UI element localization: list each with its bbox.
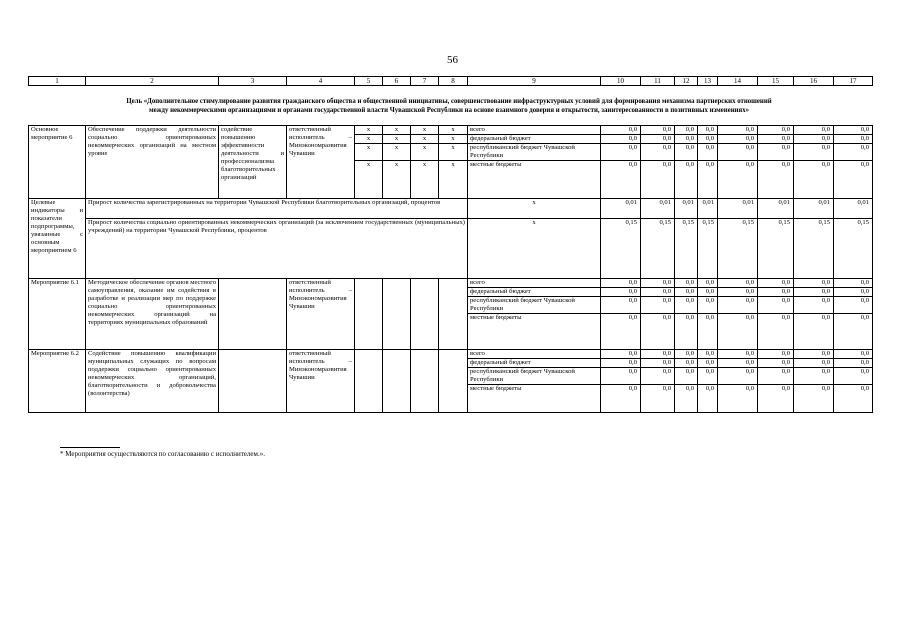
value-cell: 0,15 bbox=[601, 219, 641, 279]
value-cell: 0,0 bbox=[758, 350, 794, 359]
funding-source: местные бюджеты bbox=[468, 385, 601, 413]
column-number: 12 bbox=[675, 77, 698, 86]
value-cell: 0,0 bbox=[794, 350, 834, 359]
page-number: 56 bbox=[447, 54, 458, 66]
value-cell: 0,01 bbox=[794, 199, 834, 219]
empty-cell bbox=[411, 350, 439, 413]
value-cell: 0,01 bbox=[601, 199, 641, 219]
value-cell: 0,0 bbox=[718, 297, 758, 314]
value-cell: 0,0 bbox=[601, 161, 641, 199]
value-cell: 0,0 bbox=[718, 126, 758, 135]
value-cell: 0,0 bbox=[675, 135, 698, 144]
column-number: 14 bbox=[718, 77, 758, 86]
goal-title bbox=[28, 97, 870, 115]
value-cell: 0,01 bbox=[675, 199, 698, 219]
value-cell: 0,0 bbox=[834, 314, 873, 350]
value-cell: 0,0 bbox=[758, 288, 794, 297]
code-mark: x bbox=[439, 144, 468, 161]
value-cell: 0,0 bbox=[758, 144, 794, 161]
column-number: 2 bbox=[86, 77, 219, 86]
column-number: 9 bbox=[468, 77, 601, 86]
value-cell: 0,0 bbox=[675, 350, 698, 359]
code-mark: x bbox=[383, 144, 411, 161]
value-cell: 0,0 bbox=[794, 314, 834, 350]
value-cell: 0,0 bbox=[675, 279, 698, 288]
value-cell: 0,0 bbox=[698, 161, 718, 199]
value-cell: 0,0 bbox=[718, 350, 758, 359]
footnote-separator bbox=[60, 447, 120, 448]
value-cell: 0,0 bbox=[675, 359, 698, 368]
funding-source: федеральный бюджет bbox=[468, 288, 601, 297]
value-cell: 0,0 bbox=[758, 297, 794, 314]
value-cell: 0,0 bbox=[698, 135, 718, 144]
column-number: 3 bbox=[219, 77, 287, 86]
value-cell: 0,0 bbox=[834, 279, 873, 288]
value-cell: 0,01 bbox=[698, 199, 718, 219]
column-number: 17 bbox=[834, 77, 873, 86]
value-cell: 0,0 bbox=[794, 161, 834, 199]
column-number: 5 bbox=[355, 77, 383, 86]
value-cell: 0,15 bbox=[834, 219, 873, 279]
value-cell: 0,0 bbox=[601, 350, 641, 359]
funding-source: федеральный бюджет bbox=[468, 359, 601, 368]
value-cell: 0,0 bbox=[834, 144, 873, 161]
value-cell: 0,0 bbox=[601, 385, 641, 413]
value-cell: 0,0 bbox=[834, 350, 873, 359]
code-mark: x bbox=[355, 144, 383, 161]
goal-title-line-1: Цель «Дополнительное стимулирование развития гражданского общества и общественной инициативы, совершенствование инфраструктурных условий для формирования механизма партнерских отношений bbox=[126, 98, 772, 105]
value-cell: 0,0 bbox=[601, 126, 641, 135]
event-goal-link: содействие повышению эффективности деятельности и профессионализма благотворительных организаций bbox=[219, 126, 287, 199]
event-label: Мероприятие 6.1 bbox=[29, 279, 86, 350]
value-cell: 0,0 bbox=[641, 368, 675, 385]
value-cell: 0,0 bbox=[698, 144, 718, 161]
empty-cell bbox=[439, 279, 468, 350]
value-cell: 0,0 bbox=[641, 288, 675, 297]
value-cell: 0,0 bbox=[641, 359, 675, 368]
funding-source: местные бюджеты bbox=[468, 314, 601, 350]
value-cell: 0,0 bbox=[758, 314, 794, 350]
code-mark: x bbox=[355, 161, 383, 199]
value-cell: 0,0 bbox=[718, 161, 758, 199]
value-cell: 0,0 bbox=[834, 135, 873, 144]
value-cell: 0,0 bbox=[675, 126, 698, 135]
value-cell: 0,0 bbox=[834, 297, 873, 314]
value-cell: 0,0 bbox=[794, 385, 834, 413]
funding-source: всего bbox=[468, 126, 601, 135]
event-description: Содействие повышению квалификации муниципальных служащих по вопросам поддержки социально ориентированных некоммерческих организаций, благотворительности и добровольчества (волонтерства) bbox=[86, 350, 219, 413]
value-cell: 0,01 bbox=[758, 199, 794, 219]
value-cell: 0,01 bbox=[718, 199, 758, 219]
value-cell: 0,0 bbox=[794, 135, 834, 144]
value-cell: 0,0 bbox=[641, 314, 675, 350]
value-cell: 0,0 bbox=[718, 144, 758, 161]
value-cell: 0,0 bbox=[601, 288, 641, 297]
value-cell: 0,0 bbox=[641, 126, 675, 135]
column-number: 6 bbox=[383, 77, 411, 86]
column-number: 1 bbox=[29, 77, 86, 86]
value-cell: 0,15 bbox=[718, 219, 758, 279]
value-cell: 0,0 bbox=[794, 144, 834, 161]
code-mark: x bbox=[383, 161, 411, 199]
value-cell: 0,0 bbox=[698, 126, 718, 135]
value-cell: 0,0 bbox=[794, 368, 834, 385]
empty-cell bbox=[219, 279, 287, 350]
value-cell: 0,0 bbox=[601, 135, 641, 144]
value-cell: 0,0 bbox=[834, 288, 873, 297]
value-cell: 0,0 bbox=[641, 350, 675, 359]
value-cell: 0,0 bbox=[758, 161, 794, 199]
value-cell: 0,0 bbox=[601, 279, 641, 288]
value-cell: 0,0 bbox=[641, 279, 675, 288]
goal-title-line-2: между некоммерческими организациями и органами государственной власти Чувашской Республики на основе взаимного доверия и открытости, заинтересованности в позитивных изменениях» bbox=[148, 107, 750, 114]
value-cell: 0,0 bbox=[698, 314, 718, 350]
value-cell: 0,0 bbox=[834, 368, 873, 385]
event-description: Обеспечение поддержки деятельности социально ориентированных некоммерческих организаций на местном уровне bbox=[86, 126, 219, 199]
value-cell: 0,0 bbox=[758, 279, 794, 288]
column-number: 8 bbox=[439, 77, 468, 86]
value-cell: 0,15 bbox=[758, 219, 794, 279]
value-cell: 0,0 bbox=[718, 135, 758, 144]
value-cell: 0,0 bbox=[794, 297, 834, 314]
column-number: 4 bbox=[287, 77, 355, 86]
value-cell: 0,0 bbox=[834, 161, 873, 199]
value-cell: 0,01 bbox=[834, 199, 873, 219]
value-cell: 0,0 bbox=[698, 288, 718, 297]
empty-cell bbox=[411, 279, 439, 350]
funding-source: федеральный бюджет bbox=[468, 135, 601, 144]
funding-source: всего bbox=[468, 350, 601, 359]
value-cell: 0,0 bbox=[718, 385, 758, 413]
value-cell: 0,0 bbox=[794, 288, 834, 297]
value-cell: 0,0 bbox=[834, 126, 873, 135]
value-cell: 0,15 bbox=[641, 219, 675, 279]
funding-source: республиканский бюджет Чувашской Республики bbox=[468, 144, 601, 161]
value-cell: 0,0 bbox=[601, 368, 641, 385]
code-mark: x bbox=[383, 135, 411, 144]
value-cell: 0,0 bbox=[758, 359, 794, 368]
code-mark: x bbox=[411, 135, 439, 144]
indicator-mark: x bbox=[468, 219, 601, 279]
table-row bbox=[29, 350, 873, 359]
value-cell: 0,0 bbox=[698, 368, 718, 385]
code-mark: x bbox=[411, 161, 439, 199]
empty-cell bbox=[383, 279, 411, 350]
empty-cell bbox=[355, 279, 383, 350]
value-cell: 0,0 bbox=[698, 279, 718, 288]
value-cell: 0,0 bbox=[601, 359, 641, 368]
value-cell: 0,0 bbox=[675, 144, 698, 161]
value-cell: 0,0 bbox=[718, 288, 758, 297]
event-description: Методическое обеспечение органов местного самоуправления, оказание им содействия в разработке и реализации мер по поддержке социально ориентированных некоммерческих организаций на территориях муниципальных образований bbox=[86, 279, 219, 350]
value-cell: 0,0 bbox=[641, 297, 675, 314]
value-cell: 0,0 bbox=[698, 385, 718, 413]
column-number: 15 bbox=[758, 77, 794, 86]
value-cell: 0,0 bbox=[641, 385, 675, 413]
value-cell: 0,0 bbox=[758, 126, 794, 135]
value-cell: 0,0 bbox=[718, 314, 758, 350]
column-number: 16 bbox=[794, 77, 834, 86]
code-mark: x bbox=[355, 126, 383, 135]
funding-source: республиканский бюджет Чувашской Республики bbox=[468, 368, 601, 385]
code-mark: x bbox=[439, 161, 468, 199]
value-cell: 0,0 bbox=[675, 385, 698, 413]
empty-cell bbox=[383, 350, 411, 413]
event-executor: ответственный исполнитель – Минэкономразвития Чувашии bbox=[287, 126, 355, 199]
value-cell: 0,0 bbox=[601, 144, 641, 161]
value-cell: 0,0 bbox=[675, 288, 698, 297]
value-cell: 0,0 bbox=[641, 135, 675, 144]
value-cell: 0,0 bbox=[794, 359, 834, 368]
code-mark: x bbox=[355, 135, 383, 144]
value-cell: 0,0 bbox=[718, 368, 758, 385]
value-cell: 0,15 bbox=[675, 219, 698, 279]
indicator-text: Прирост количества зарегистрированных на территории Чувашской Республики благотворительных организаций, процентов bbox=[86, 199, 468, 219]
value-cell: 0,0 bbox=[758, 385, 794, 413]
value-cell: 0,0 bbox=[698, 359, 718, 368]
value-cell: 0,0 bbox=[794, 279, 834, 288]
value-cell: 0,0 bbox=[834, 359, 873, 368]
funding-source: республиканский бюджет Чувашской Республики bbox=[468, 297, 601, 314]
event-label: Мероприятие 6.2 bbox=[29, 350, 86, 413]
table-row bbox=[29, 279, 873, 288]
column-number-header bbox=[28, 76, 873, 86]
value-cell: 0,15 bbox=[794, 219, 834, 279]
value-cell: 0,0 bbox=[834, 385, 873, 413]
event-executor: ответственный исполнитель – Минэкономразвития Чувашии bbox=[287, 279, 355, 350]
value-cell: 0,15 bbox=[698, 219, 718, 279]
column-number: 10 bbox=[601, 77, 641, 86]
value-cell: 0,0 bbox=[641, 144, 675, 161]
funding-source: местные бюджеты bbox=[468, 161, 601, 199]
column-number: 13 bbox=[698, 77, 718, 86]
value-cell: 0,01 bbox=[641, 199, 675, 219]
indicator-row bbox=[29, 219, 873, 279]
code-mark: x bbox=[439, 135, 468, 144]
code-mark: x bbox=[411, 126, 439, 135]
indicators-label: Целевые индикаторы и показатели подпрограммы, увязанные с основным мероприятием 6 bbox=[29, 199, 86, 279]
value-cell: 0,0 bbox=[758, 135, 794, 144]
code-mark: x bbox=[411, 144, 439, 161]
event-executor: ответственный исполнитель – Минэкономразвития Чувашии bbox=[287, 350, 355, 413]
event-label: Основное мероприятие 6 bbox=[29, 126, 86, 199]
value-cell: 0,0 bbox=[698, 350, 718, 359]
indicator-mark: x bbox=[468, 199, 601, 219]
value-cell: 0,0 bbox=[794, 126, 834, 135]
value-cell: 0,0 bbox=[675, 161, 698, 199]
empty-cell bbox=[219, 350, 287, 413]
value-cell: 0,0 bbox=[675, 368, 698, 385]
value-cell: 0,0 bbox=[758, 368, 794, 385]
table-row bbox=[29, 126, 873, 135]
column-number: 11 bbox=[641, 77, 675, 86]
indicator-text: Прирост количества социально ориентированных некоммерческих организаций (за исключением государственных (муниципальных) учреждений) на территории Чувашской Республики, процентов bbox=[86, 219, 468, 279]
funding-source: всего bbox=[468, 279, 601, 288]
value-cell: 0,0 bbox=[718, 359, 758, 368]
value-cell: 0,0 bbox=[601, 297, 641, 314]
indicator-row bbox=[29, 199, 873, 219]
value-cell: 0,0 bbox=[718, 279, 758, 288]
empty-cell bbox=[439, 350, 468, 413]
value-cell: 0,0 bbox=[675, 297, 698, 314]
program-table bbox=[28, 125, 873, 413]
value-cell: 0,0 bbox=[641, 161, 675, 199]
code-mark: x bbox=[439, 126, 468, 135]
column-number: 7 bbox=[411, 77, 439, 86]
value-cell: 0,0 bbox=[601, 314, 641, 350]
value-cell: 0,0 bbox=[698, 297, 718, 314]
value-cell: 0,0 bbox=[675, 314, 698, 350]
code-mark: x bbox=[383, 126, 411, 135]
footnote: * Мероприятия осуществляются по согласованию с исполнителем.». bbox=[60, 450, 265, 458]
empty-cell bbox=[355, 350, 383, 413]
